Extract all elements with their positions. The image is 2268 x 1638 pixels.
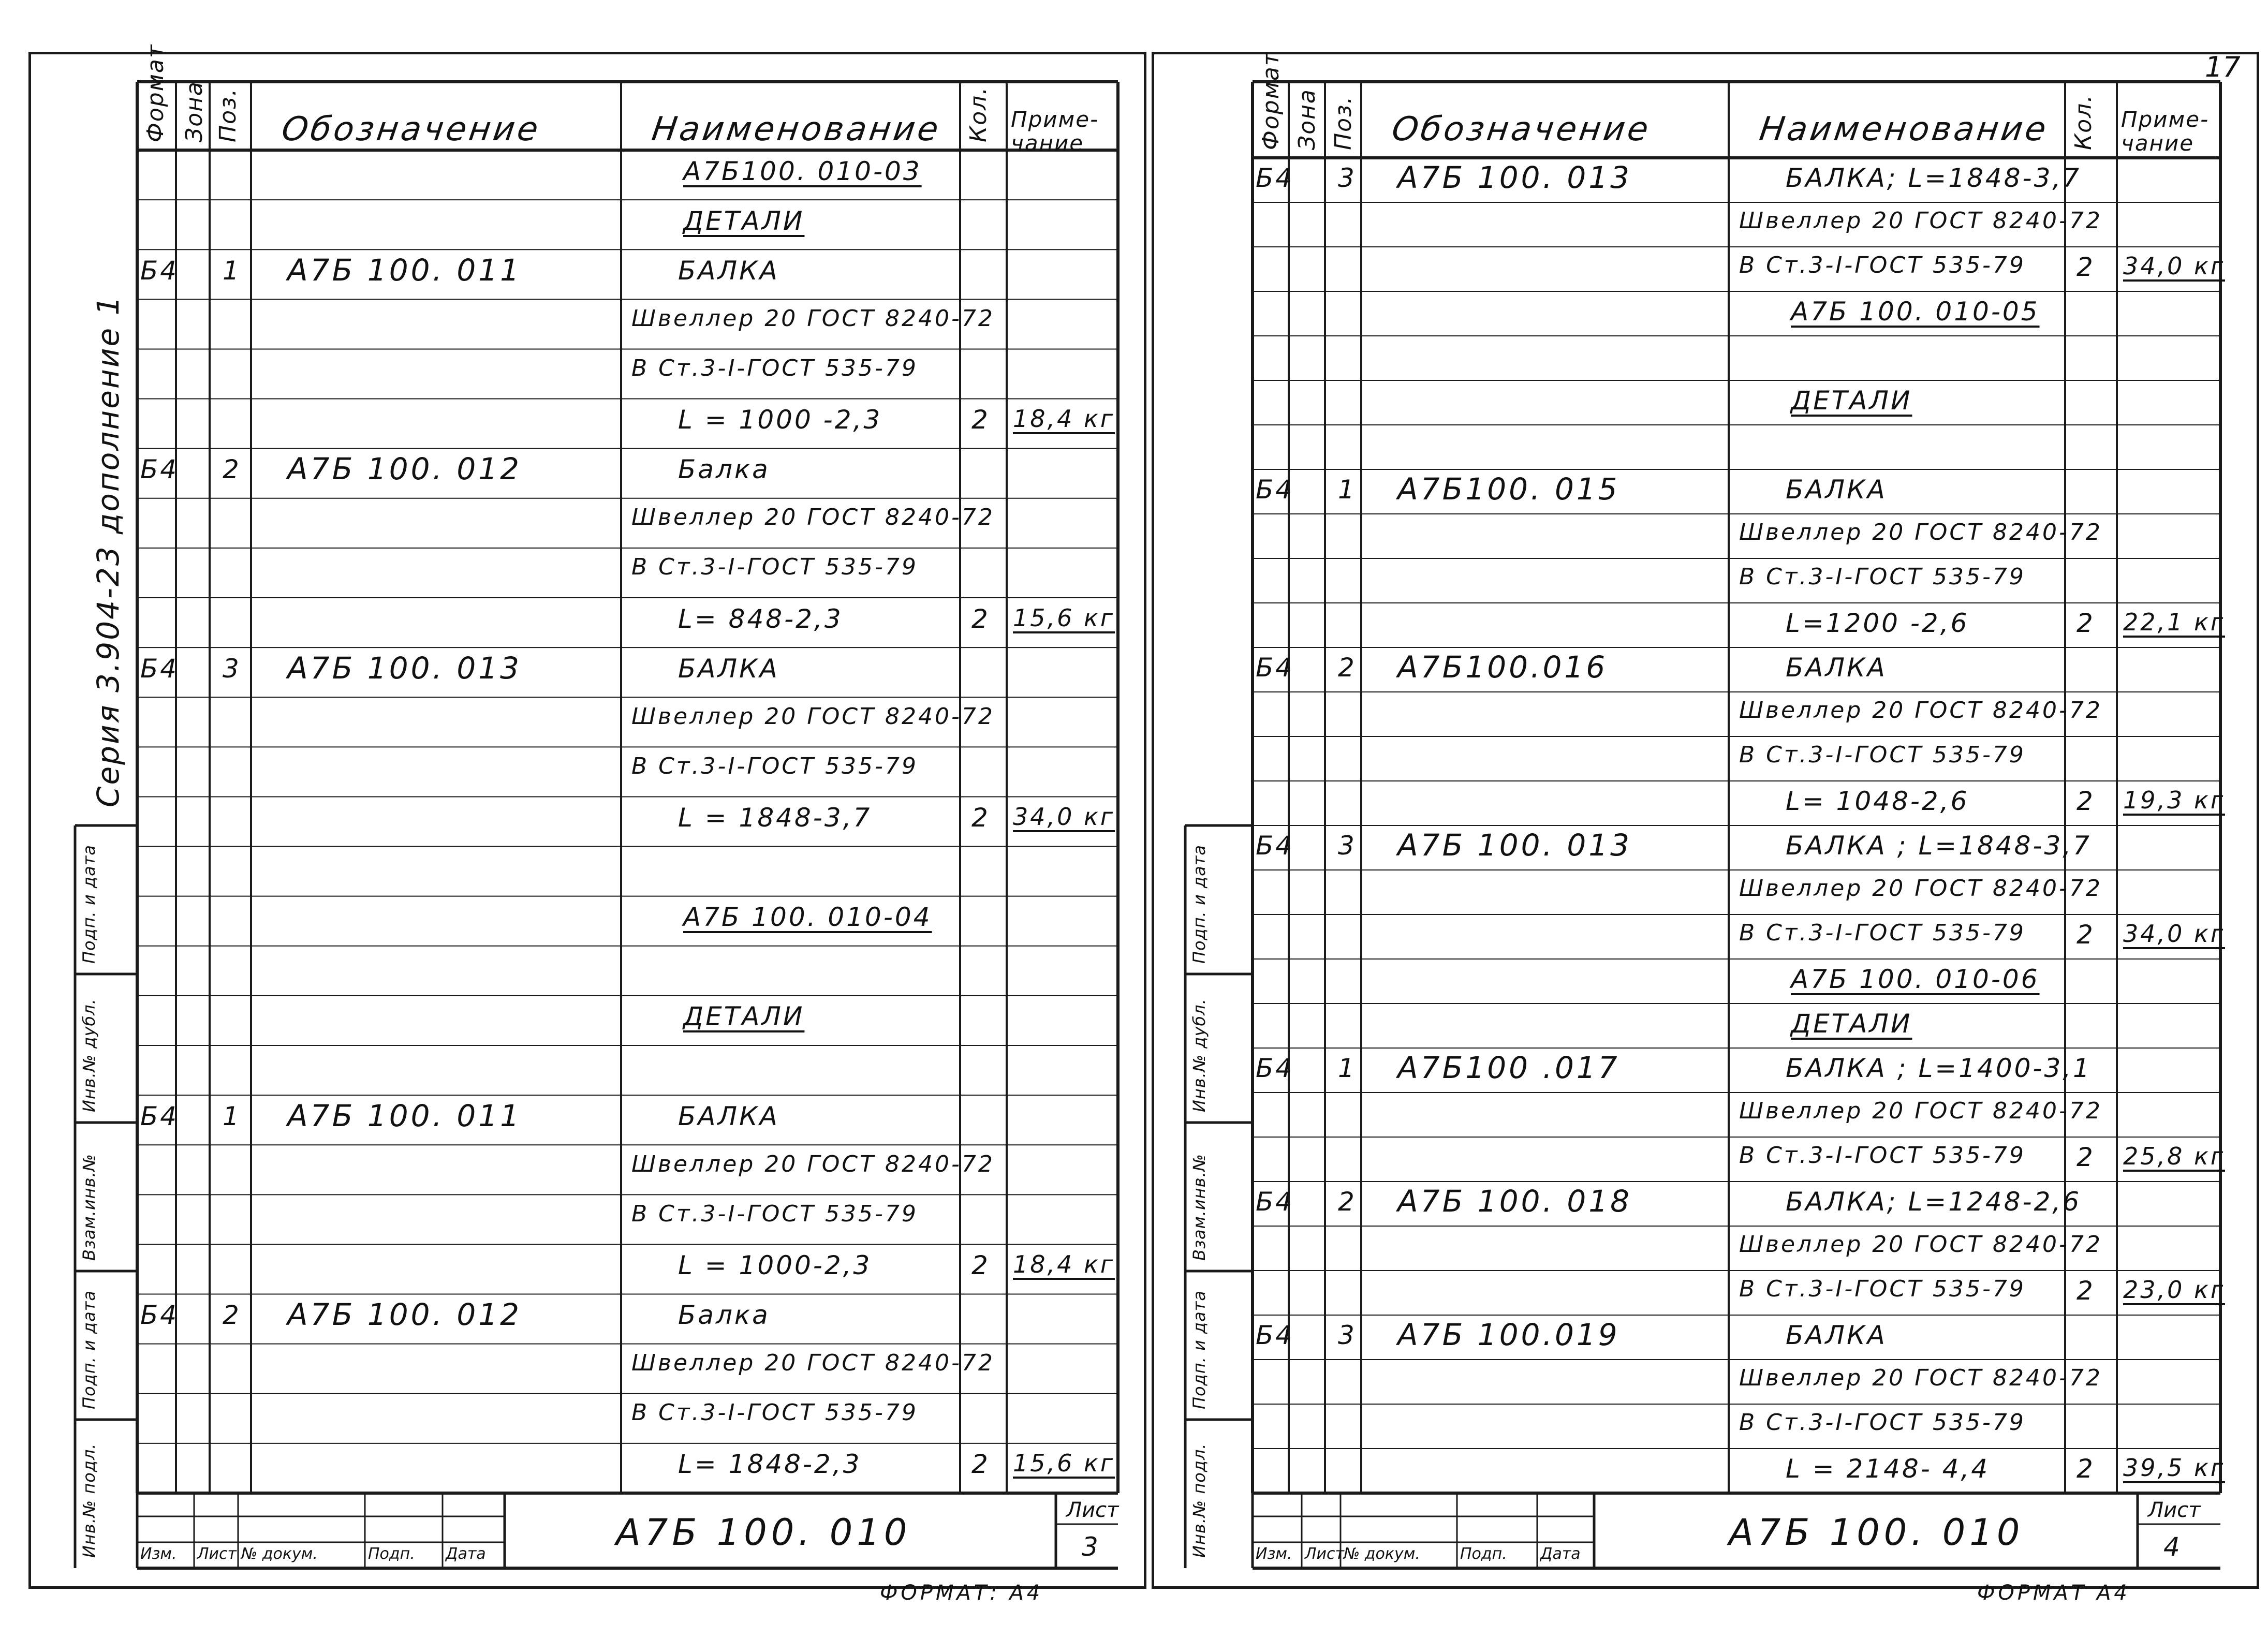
left_sheet-row-pos: 1 [223, 1101, 241, 1131]
left_sheet-title-col-label: Лист [197, 1545, 237, 1563]
right_sheet-title-col-label: Подп. [1460, 1545, 1507, 1563]
right_sheet-row-qty: 2 [2076, 1276, 2095, 1306]
right_sheet-row-designation: А7Б100. 015 [1397, 471, 1620, 507]
left_sheet-header-pos: Поз. [215, 87, 241, 142]
left_sheet-row-name: Швеллер 20 ГОСТ 8240-72 [631, 703, 995, 730]
right-page-corner: 17 [2205, 51, 2241, 83]
right-format-label: ФОРМАТ А4 [1977, 1581, 2130, 1605]
left_sheet-row-name: В Ст.3-I-ГОСТ 535-79 [631, 752, 918, 779]
right_sheet-row-pos: 3 [1338, 831, 1357, 861]
right_sheet-row-note: 19,3 кг [2123, 786, 2225, 815]
left_sheet-row-designation: А7Б 100. 011 [287, 252, 522, 288]
left_sheet-stamp-box-label: Подп. и дата [79, 845, 99, 964]
left_sheet-row-name: Швеллер 20 ГОСТ 8240-72 [631, 1350, 995, 1377]
right_sheet-row-designation: А7Б 100. 018 [1397, 1184, 1632, 1219]
right_sheet-row-qty: 2 [2076, 252, 2095, 283]
right_sheet-section-heading: А7Б 100. 010-05 [1791, 297, 2040, 327]
right_sheet-stamp-box-label: Инв.№ подл. [1189, 1443, 1209, 1558]
right_sheet-stamp-box-label: Подп. и дата [1189, 845, 1209, 964]
left_sheet-header-designation: Обозначение [279, 110, 543, 149]
right_sheet-header-name: Наименование [1757, 110, 2051, 149]
left_sheet-row-designation: А7Б 100. 013 [287, 650, 522, 686]
right_sheet-section-heading: А7Б 100. 010-06 [1791, 964, 2040, 995]
left_sheet-row-name: Швеллер 20 ГОСТ 8240-72 [631, 1150, 995, 1177]
left_sheet-row-note: 18,4 кг [1013, 1250, 1115, 1278]
right_sheet-row-name: В Ст.3-I-ГОСТ 535-79 [1739, 1409, 2026, 1436]
left_sheet-stamp-box-label: Инв.№ дубл. [79, 998, 99, 1112]
right_sheet-row-pos: 3 [1338, 163, 1357, 194]
left_sheet-row-designation: А7Б 100. 011 [287, 1098, 522, 1133]
right-sheet-number: 4 [2163, 1532, 2180, 1562]
right_sheet-row-format: Б4 [1256, 1187, 1294, 1217]
right_sheet-header-zone: Зона [1294, 88, 1320, 150]
left_sheet-stamp-box-label: Инв.№ подл. [79, 1443, 99, 1558]
left_sheet-title-col-label: Изм. [140, 1545, 177, 1563]
left_sheet-row-name: L= 1848-2,3 [678, 1449, 862, 1480]
left-sheet-number: 3 [1082, 1532, 1098, 1562]
right_sheet-row-format: Б4 [1256, 831, 1294, 861]
right_sheet-header-format: Формат [1258, 51, 1284, 150]
right_sheet-row-name: Швеллер 20 ГОСТ 8240-72 [1739, 1365, 2102, 1392]
right_sheet-row-format: Б4 [1256, 653, 1294, 683]
left_sheet-section-heading: А7Б 100. 010-04 [683, 902, 932, 933]
left_sheet-row-name: В Ст.3-I-ГОСТ 535-79 [631, 554, 918, 581]
right_sheet-row-name: L=1200 -2,6 [1786, 608, 1969, 639]
right_sheet-row-name: БАЛКА ; L=1400-3,1 [1786, 1053, 2092, 1084]
left_sheet-section-heading: А7Б100. 010-03 [683, 156, 922, 186]
right_sheet-row-pos: 1 [1338, 1053, 1357, 1084]
right_sheet-stamp-box-label: Инв.№ дубл. [1189, 998, 1209, 1112]
left_sheet-row-format: Б4 [140, 653, 179, 684]
right-sheet-label: Лист [2148, 1498, 2201, 1522]
right_sheet-header-qty: Кол. [2070, 94, 2097, 150]
right_sheet-row-qty: 2 [2076, 1454, 2095, 1484]
left_sheet-row-designation: А7Б 100. 012 [287, 1297, 522, 1333]
right-doc-code: А7Б 100. 010 [1729, 1511, 2024, 1554]
right_sheet-row-format: Б4 [1256, 1320, 1294, 1351]
left_sheet-row-name: Швеллер 20 ГОСТ 8240-72 [631, 504, 995, 531]
right_sheet-row-pos: 1 [1338, 475, 1357, 505]
right_sheet-row-designation: А7Б 100.019 [1397, 1317, 1620, 1353]
right_sheet-row-note: 34,0 кг [2123, 252, 2225, 281]
right_sheet-row-name: Швеллер 20 ГОСТ 8240-72 [1739, 208, 2102, 234]
right_sheet-row-designation: А7Б100 .017 [1397, 1050, 1620, 1086]
left_sheet-row-designation: А7Б 100. 012 [287, 451, 522, 487]
left_sheet-row-name: БАЛКА [678, 653, 779, 684]
right_sheet-row-designation: А7Б100.016 [1397, 650, 1608, 685]
left-format-label: ФОРМАТ: А4 [880, 1581, 1043, 1605]
left_sheet-row-name: Швеллер 20 ГОСТ 8240-72 [631, 305, 995, 332]
right_sheet-row-name: Швеллер 20 ГОСТ 8240-72 [1739, 519, 2102, 546]
right_sheet-row-name: Швеллер 20 ГОСТ 8240-72 [1739, 697, 2102, 724]
left_sheet-row-name: L = 1000 -2,3 [678, 405, 882, 435]
right_sheet-title-col-label: Изм. [1256, 1545, 1292, 1563]
left_sheet-row-format: Б4 [140, 255, 179, 286]
right_sheet-section-heading: ДЕТАЛИ [1791, 386, 1912, 416]
left_sheet-row-name: В Ст.3-I-ГОСТ 535-79 [631, 355, 918, 381]
right_sheet-row-note: 39,5 кг [2123, 1454, 2225, 1482]
left_sheet-row-note: 34,0 кг [1013, 802, 1115, 831]
right_sheet-row-qty: 2 [2076, 786, 2095, 817]
right_sheet-row-format: Б4 [1256, 475, 1294, 505]
right_sheet-row-pos: 2 [1338, 653, 1357, 683]
left_sheet-header-qty: Кол. [965, 86, 992, 142]
left_sheet-header-format: Формат [142, 43, 169, 142]
right_sheet-row-name: БАЛКА; L=1248-2,6 [1786, 1187, 2082, 1217]
left_sheet-row-pos: 1 [223, 255, 241, 286]
right_sheet-row-name: Швеллер 20 ГОСТ 8240-72 [1739, 875, 2102, 902]
right_sheet-row-name: В Ст.3-I-ГОСТ 535-79 [1739, 920, 2026, 947]
left_sheet-stamp-box-label: Взам.инв.№ [79, 1154, 99, 1261]
left_sheet-row-name: L = 1000-2,3 [678, 1250, 872, 1280]
right_sheet-row-designation: А7Б 100. 013 [1397, 828, 1632, 863]
left_sheet-section-heading: ДЕТАЛИ [683, 1001, 805, 1032]
right_sheet-title-col-label: № докум. [1344, 1545, 1420, 1563]
right_sheet-row-name: БАЛКА [1786, 1320, 1887, 1351]
left_sheet-row-qty: 2 [971, 1250, 990, 1280]
left_sheet-row-name: Балка [678, 454, 770, 485]
right_sheet-row-name: БАЛКА ; L=1848-3,7 [1786, 831, 2092, 861]
left_sheet-row-name: В Ст.3-I-ГОСТ 535-79 [631, 1399, 918, 1426]
left_sheet-title-col-label: № докум. [241, 1545, 318, 1563]
right_sheet-row-format: Б4 [1256, 1053, 1294, 1084]
left_sheet-row-name: L = 1848-3,7 [678, 802, 872, 833]
right_sheet-row-name: БАЛКА; L=1848-3,7 [1786, 163, 2082, 194]
right_sheet-row-name: В Ст.3-I-ГОСТ 535-79 [1739, 252, 2026, 279]
left_sheet-row-name: В Ст.3-I-ГОСТ 535-79 [631, 1200, 918, 1227]
left_sheet-header-note: Приме-чание [1011, 107, 1099, 156]
left_sheet-row-qty: 2 [971, 603, 990, 634]
right_sheet-title-col-label: Лист [1305, 1545, 1345, 1563]
left_sheet-row-name: БАЛКА [678, 1101, 779, 1131]
left_sheet-row-pos: 3 [223, 653, 241, 684]
right_sheet-row-name: Швеллер 20 ГОСТ 8240-72 [1739, 1098, 2102, 1125]
right_sheet-row-name: БАЛКА [1786, 475, 1887, 505]
left_sheet-row-format: Б4 [140, 1101, 179, 1131]
left_sheet-stamp-box-label: Подп. и дата [79, 1290, 99, 1409]
right_sheet-row-designation: А7Б 100. 013 [1397, 160, 1632, 196]
right_sheet-row-name: В Ст.3-I-ГОСТ 535-79 [1739, 564, 2026, 591]
right_sheet-row-name: БАЛКА [1786, 653, 1887, 683]
left_sheet-row-pos: 2 [223, 454, 241, 485]
right_sheet-stamp-box-label: Взам.инв.№ [1189, 1154, 1209, 1261]
right_sheet-header-note: Приме-чание [2121, 107, 2210, 156]
left_sheet-row-note: 15,6 кг [1013, 603, 1115, 632]
right_sheet-title-col-label: Дата [1540, 1545, 1581, 1563]
left_sheet-title-col-label: Дата [446, 1545, 486, 1563]
right_sheet-row-name: В Ст.3-I-ГОСТ 535-79 [1739, 1276, 2026, 1303]
right_sheet-row-name: В Ст.3-I-ГОСТ 535-79 [1739, 742, 2026, 769]
left_sheet-row-pos: 2 [223, 1300, 241, 1331]
right_sheet-row-pos: 2 [1338, 1187, 1357, 1217]
left_sheet-row-qty: 2 [971, 802, 990, 833]
left_sheet-row-qty: 2 [971, 1449, 990, 1480]
right_sheet-row-pos: 3 [1338, 1320, 1357, 1351]
left_sheet-row-qty: 2 [971, 405, 990, 435]
left_sheet-row-note: 15,6 кг [1013, 1449, 1115, 1478]
right_sheet-row-name: Швеллер 20 ГОСТ 8240-72 [1739, 1231, 2102, 1258]
right_sheet-row-name: В Ст.3-I-ГОСТ 535-79 [1739, 1142, 2026, 1169]
right_sheet-row-format: Б4 [1256, 163, 1294, 194]
left-sheet-label: Лист [1066, 1498, 1119, 1522]
left_sheet-row-note: 18,4 кг [1013, 405, 1115, 433]
left_sheet-row-name: Балка [678, 1300, 770, 1331]
left_sheet-row-name: L= 848-2,3 [678, 603, 843, 634]
right_sheet-row-qty: 2 [2076, 608, 2095, 639]
left_sheet-title-col-label: Подп. [368, 1545, 415, 1563]
left_sheet-row-format: Б4 [140, 454, 179, 485]
left_sheet-header-name: Наименование [649, 110, 944, 149]
right_sheet-row-name: L= 1048-2,6 [1786, 786, 1969, 817]
right_sheet-row-note: 25,8 кг [2123, 1142, 2225, 1171]
right_sheet-row-qty: 2 [2076, 920, 2095, 950]
right_sheet-row-note: 22,1 кг [2123, 608, 2225, 637]
series-side-note: Серия 3.904-23 дополнение 1 [91, 294, 126, 807]
right_sheet-row-name: L = 2148- 4,4 [1786, 1454, 1990, 1484]
right_sheet-header-designation: Обозначение [1389, 110, 1654, 149]
right_sheet-stamp-box-label: Подп. и дата [1189, 1290, 1209, 1409]
left_sheet-section-heading: ДЕТАЛИ [683, 205, 805, 236]
left_sheet-row-format: Б4 [140, 1300, 179, 1331]
right_sheet-row-note: 23,0 кг [2123, 1276, 2225, 1304]
left-doc-code: А7Б 100. 010 [616, 1511, 911, 1554]
right_sheet-header-pos: Поз. [1330, 95, 1357, 150]
right_sheet-row-note: 34,0 кг [2123, 920, 2225, 948]
left_sheet-header-zone: Зона [181, 81, 208, 142]
right_sheet-section-heading: ДЕТАЛИ [1791, 1009, 1912, 1039]
left_sheet-row-name: БАЛКА [678, 255, 779, 286]
right_sheet-row-qty: 2 [2076, 1142, 2095, 1173]
